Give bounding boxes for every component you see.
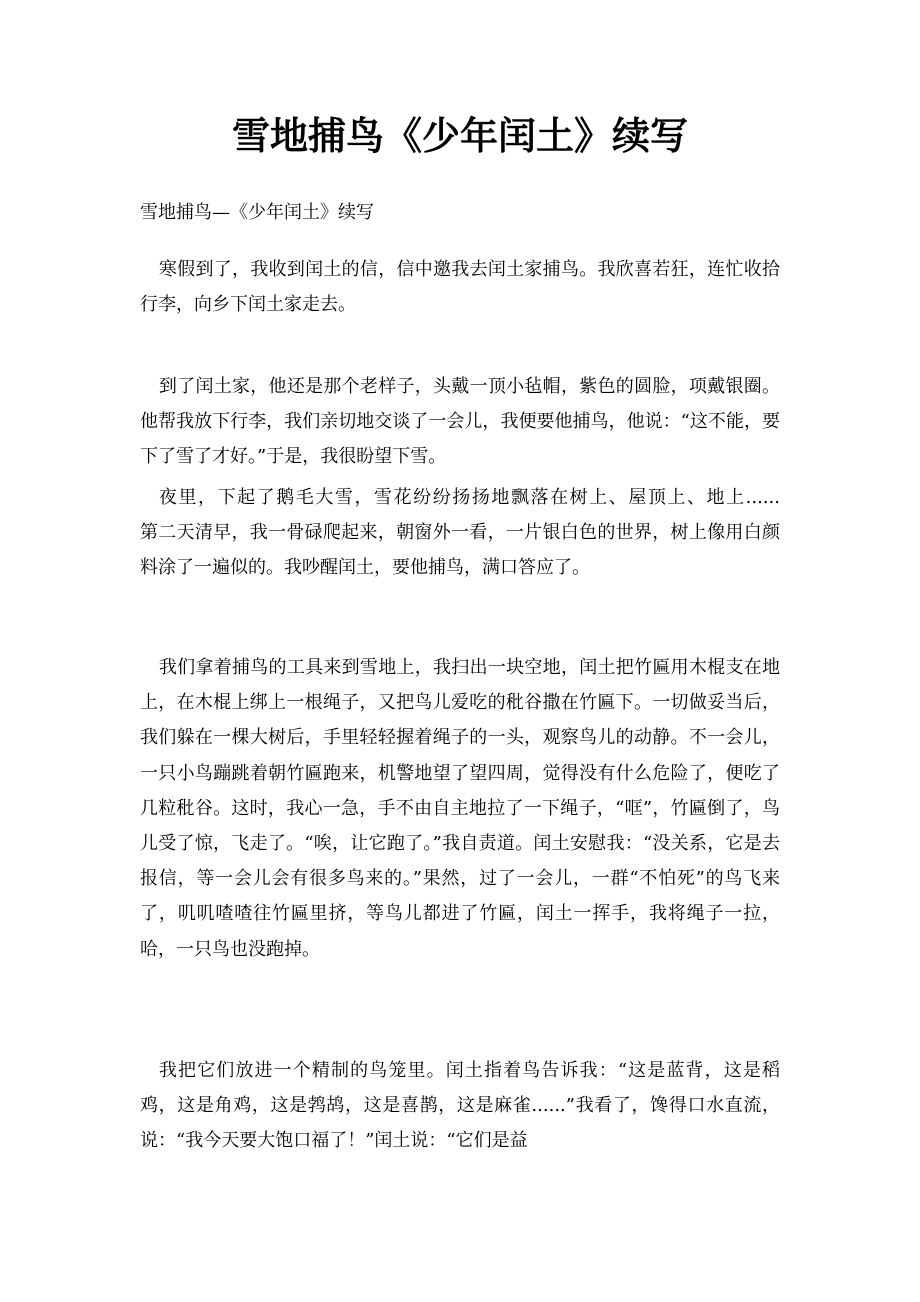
document-subtitle: 雪地捕鸟—《少年闰土》续写: [140, 202, 374, 223]
paragraph-3: 夜里，下起了鹅毛大雪，雪花纷纷扬扬地飘落在树上、屋顶上、地上...... 第二天清早，我一骨碌爬起来，朝窗外一看，一片银白色的世界，树上像用白颜料涂了一遍似的。我吵醒闰土，要他捕鸟，满口答应了。: [140, 487, 816, 579]
paragraph-2: 到了闰土家，他还是那个老样子，头戴一顶小毡帽，紫色的圆脸，项戴银圈。他帮我放下行李，我们亲切地交谈了一会儿，我便要他捕鸟，他说：“这不能，要下了雪了才好。”于是，我很盼望下雪。: [140, 376, 780, 468]
document-title: 雪地捕鸟《少年闰土》续写: [231, 113, 688, 158]
paragraph-1: 寒假到了，我收到闰土的信，信中邀我去闰土家捕鸟。我欣喜若狂，连忙收拾行李，向乡下闰土家走去。: [140, 259, 780, 316]
paragraph-4: 我们拿着捕鸟的工具来到雪地上，我扫出一块空地，闰土把竹匾用木棍支在地上，在木棍上绑上一根绳子，又把鸟儿爱吃的秕谷撒在竹匾下。一切做妥当后，我们躲在一棵大树后，手里轻轻握着绳子的一头，观察鸟儿的动静。不一会儿，一只小鸟蹦跳着朝竹匾跑来，机警地望了望四周，觉得没有什么危险了，便吃了几粒秕谷。这时，我心一急，手不由自主地拉了一下绳子，“哐”，竹匾倒了，鸟儿受了惊，飞走了。“唉，让它跑了。”我自责道。闰土安慰我：“没关系，它是去报信，等一会儿会有很多鸟来的。”果然，过了一会儿，一群“不怕死”的鸟飞来了，叽叽喳喳往竹匾里挤，等鸟儿都进了竹匾，闰土一挥手，我将绳子一拉，哈，一只鸟也没跑掉。: [140, 657, 780, 960]
paragraph-5: 我把它们放进一个精制的鸟笼里。闰土指着鸟告诉我：“这是蓝背，这是稻鸡，这是角鸡，这是鹁鸪，这是喜鹊，这是麻雀......”我看了，馋得口水直流，说：“我今天要大饱口福了！”闰土说：“它们是益: [140, 1060, 780, 1152]
